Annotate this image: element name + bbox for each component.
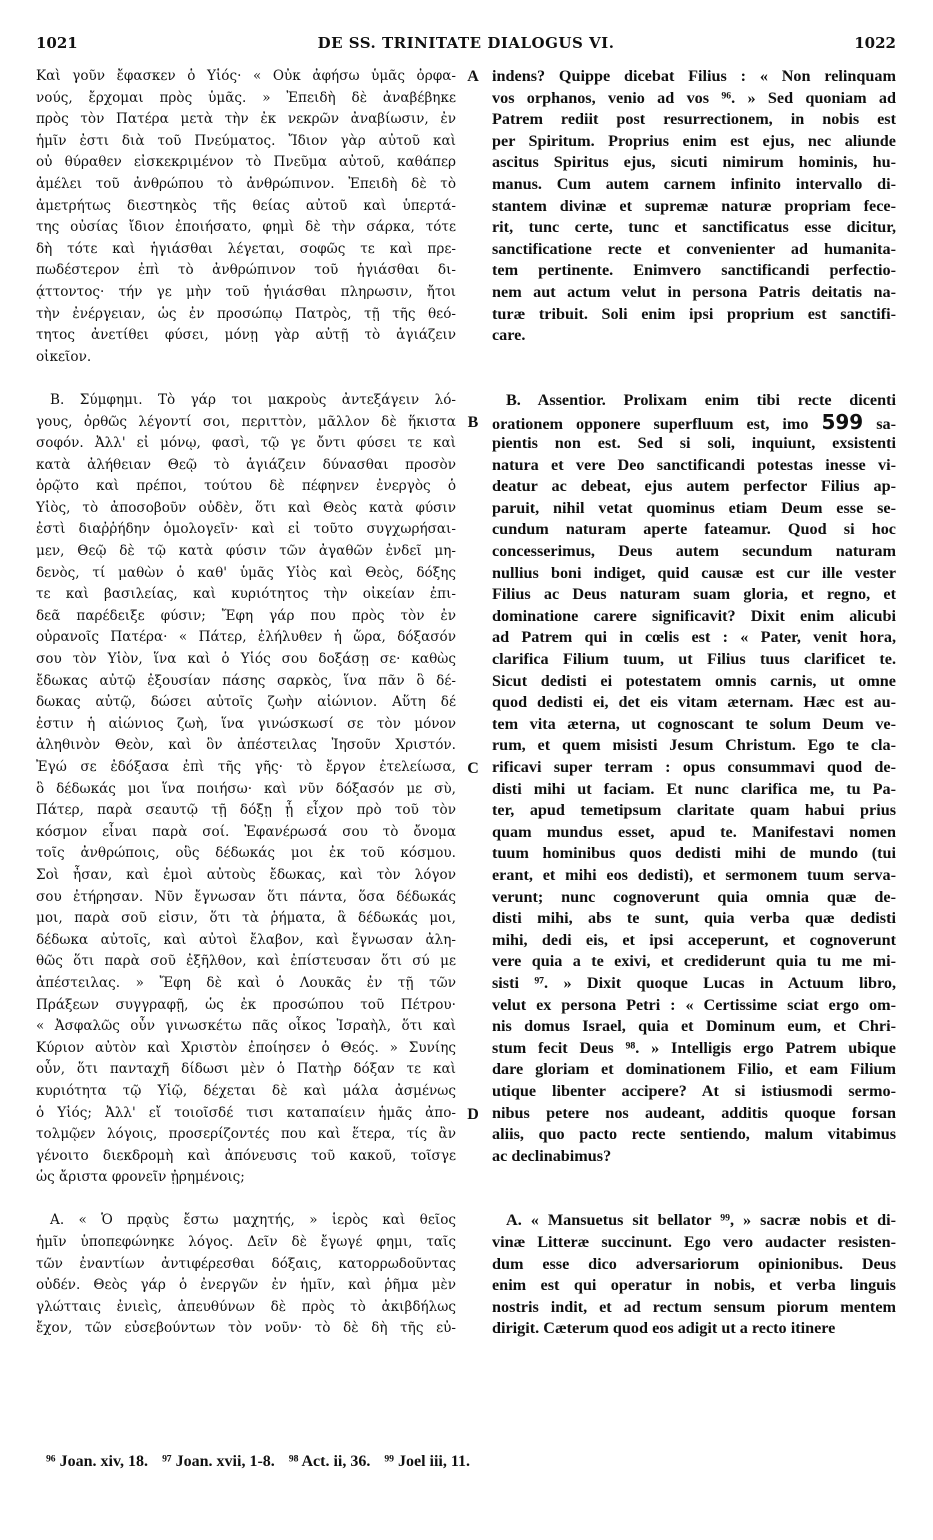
page-header (36, 34, 896, 58)
latin-column (492, 66, 896, 1340)
latin-text-line: stantem divinæ et supremæ naturæ propriam fece- (492, 196, 896, 215)
latin-text-line: manus. Cum autem carnem infinito intervallo di- (492, 174, 896, 193)
greek-text-line: πρὸς τὸν Πατέρα μετὰ τὴν ἐκ νεκρῶν ἀναβίωσιν, ἐν (36, 111, 456, 128)
latin-text-line: per Spiritum. Proprius enim est ejus, nec aliunde (492, 131, 896, 150)
greek-text-line: Α. « Ὁ πρᾳὺς ἔστω μαχητής, » ἱερὸς καὶ θεῖος (50, 1212, 456, 1229)
greek-text-line: ἀπέστειλας. » Ἔφη δὲ καὶ ὁ Λουκᾶς ἐν τῇ τῶν (36, 974, 456, 991)
greek-text-gap (36, 1189, 456, 1211)
greek-text-line: σοφόν. Ἀλλ' εἰ μόνῳ, φασὶ, τῷ γε ὄντι φύσει τε καὶ (36, 435, 456, 452)
latin-text-line: pientis non est. Sed si soli, inquiunt, exsistenti (492, 434, 896, 453)
greek-text-line: ὃ δέδωκάς μοι ἵνα ποιήσω· καὶ νῦν δόξασόν με σὺ, (36, 780, 456, 797)
latin-text-line: disti mihi, abs te sunt, quia verba quæ dedisti (492, 909, 896, 928)
latin-text-gap (492, 1189, 896, 1211)
greek-text-line: Πάτερ, παρὰ σεαυτῷ τῇ δόξῃ ᾗ εἶχον πρὸ τοῦ τὸν (36, 802, 456, 819)
greek-text-line: μεν, Θεῷ δὲ τῷ κατὰ φύσιν τῶν ἀγαθῶν ἐνδεῖ μη- (36, 543, 456, 560)
latin-text-line: tuum hominibus quos dedisti mihi de mundo (tui (492, 844, 896, 863)
footnotes (46, 1453, 886, 1477)
latin-text-line: ascitus Spiritus ejus, sicuti nimirum hominis, hu- (492, 153, 896, 172)
page-number-left: 1021 (36, 34, 78, 52)
greek-text-line: πωδέστερον ἐπὶ τὸ ἀνθρώπινον τοῦ ἡγιάσθαι δι- (36, 262, 456, 279)
greek-text-gap (36, 368, 456, 390)
latin-text-line: indens? Quippe dicebat Filius : « Non relinquam (492, 67, 896, 85)
greek-text-line: Σοὶ ἦσαν, καὶ ἐμοὶ αὐτοὺς ἔδωκας, καὶ τὸν λόγον (36, 866, 456, 883)
greek-text-line: ἡμῖν ἐστι διὰ τοῦ Πνεύματος. Ἴδιον γὰρ αὐτοῦ καὶ (36, 132, 456, 149)
greek-text-line: γους, ὀρθῶς λέγοντί σοι, περιττὸν, μᾶλλον δὲ ἥκιστα (36, 413, 456, 430)
latin-text-line: tem pertinente. Enimvero sanctificandi perfectio- (492, 261, 896, 280)
greek-text-line: ἀμετρήτως διεστηκὸς τῆς θείας αὐτοῦ καὶ ὑπερτά- (36, 197, 456, 214)
greek-column (36, 66, 456, 1340)
latin-text-line: deatur ac debeat, ejus autem perfector Filius ap- (492, 477, 896, 496)
greek-text-line: Καὶ γοῦν ἔφασκεν ὁ Υἱός· « Οὐκ ἀφήσω ὑμᾶς ὀρφα- (36, 68, 456, 84)
greek-text-line: « Ἀσφαλῶς οὖν γινωσκέτω πᾶς οἶκος Ἰσραὴλ, ὅτι καὶ (36, 1018, 456, 1035)
latin-text-line: mihi, dedi eis, et ipsi acceperunt, et cognoverunt (492, 930, 896, 949)
latin-text-line: dare gloriam et dominationem Filio, et eam Filium (492, 1060, 896, 1079)
greek-text-line: δὴ τότε καὶ ἡγιάσθαι λέγεται, σοφῶς τε καὶ πρε- (36, 240, 456, 257)
latin-text-line: dirigit. Cæterum quod eos adigit ut a recto itinere (492, 1319, 836, 1338)
latin-text-gap (492, 1167, 896, 1189)
latin-text-gap (492, 347, 896, 369)
latin-text-line: quam mundus esset, apud te. Manifestavi nomen (492, 822, 896, 841)
greek-text-line: τολμῷεν λόγοις, προσερίζοντές που καὶ ἕτερα, τίς ἂν (36, 1126, 456, 1143)
latin-text-line: concesserimus, Deus autem secundum naturam (492, 542, 896, 561)
latin-text-line: nibus petere nos audeant, additis quoque forsan (492, 1103, 896, 1122)
latin-text-line: aliis, quo pacto recte sentiendo, malum vitabimus (492, 1125, 896, 1144)
latin-text-line: vinæ Litteræ succinunt. Ego vero audacter resisten- (492, 1233, 896, 1252)
latin-text-line: paruit, nihil vetat quominus etiam Deum esse se- (492, 498, 896, 517)
column-number: 599 (821, 411, 864, 434)
greek-text-line: Πράξεων συγγραφῇ, ὡς ἐκ προσώπου τοῦ Πέτρου· (36, 996, 456, 1013)
greek-text-line: Β. Σύμφημι. Τὸ γάρ τοι μακροὺς ἀντεξάγειν λό- (50, 391, 456, 408)
latin-text-line: erant, et mihi eos dedisti), et sermonem tuum serva- (492, 865, 896, 884)
greek-text-line: τῶν ἐναντίων ἀντιφέρεσθαι δόξαις, κατορρωδοῦντας (36, 1255, 456, 1272)
latin-text-line: vos orphanos, venio ad vos ⁹⁶. » Sed quoniam ad (492, 88, 896, 107)
margin-letter-d: D (467, 1106, 479, 1123)
greek-text-line: μοι, παρὰ σοῦ εἰσιν, ὅτι τὰ ῥήματα, ἃ δέδωκάς μοι, (36, 910, 456, 927)
greek-text-line: σου ἐτήρησαν. Νῦν ἔγνωσαν ὅτι πάντα, ὅσα δέδωκάς (36, 888, 456, 905)
greek-text-line: οὐρανοῖς Πατέρα· « Πάτερ, ἐλήλυθεν ἡ ὥρα, δόξασόν (36, 629, 456, 646)
latin-text-line: enim est qui operatur in nobis, et verba linguis (492, 1276, 896, 1295)
footnote: ⁹⁹ Joel iii, 11. (384, 1453, 470, 1470)
latin-text-line: rum, et quem misisti Jesum Christum. Ego te cla- (492, 736, 896, 755)
greek-text-line: κατὰ ἀλήθειαν Θεῷ τὸ ἁγιάζειν δύνασθαι προσὸν (36, 456, 456, 473)
greek-text-line: Υἱὸς, τὸ ἀποσοβοῦν οὐδὲν, ὅτι καὶ Θεὸς κατὰ φύσιν (36, 499, 456, 516)
latin-text-line: orationem opponere superfluum est, imo 599 sa- (492, 411, 896, 434)
greek-text-line: της οὐσίας ἴδιον ἐποιήσατο, φημὶ δὲ τὴν σάρκα, τότε (36, 219, 456, 236)
latin-text-line: utique libenter accipere? At si istiusmodi sermo- (492, 1081, 896, 1100)
latin-text-line: cundum naturam aperte fateamur. Quod si hoc (492, 520, 896, 539)
latin-text-line: ad Patrem qui in cœlis est : « Pater, venit hora, (492, 628, 896, 647)
greek-text-line: ἀμέλει τοῦ ἀνθρώπου τὸ ἀνθρώπινον. Ἐπειδὴ δὲ τὸ (36, 175, 456, 192)
greek-text-line: κυριότητα τῷ Υἱῷ, δέχεται δὲ καὶ μάλα ἀσμένως (36, 1082, 456, 1099)
latin-text-line: stum fecit Deus ⁹⁸. » Intelligis ergo Patrem ubique (492, 1038, 896, 1057)
greek-text-line: ἐστιν ἡ αἰώνιος ζωὴ, ἵνα γινώσκωσί σε τὸν μόνον (36, 715, 456, 732)
latin-text-line: dum esse dico adversariorum opinionibus. Deus (492, 1254, 896, 1273)
greek-text-line: ἔδωκας αὐτῷ ἐξουσίαν πάσης σαρκὸς, ἵνα πᾶν ὃ δέ- (36, 672, 456, 689)
greek-text-line: Ἐγώ σε ἐδόξασα ἐπὶ τῆς γῆς· τὸ ἔργον ἐτελείωσα, (36, 759, 456, 775)
latin-text-line: velut ex persona Petri : « Certissime sciat ergo om- (492, 995, 896, 1014)
latin-text-line: clarifica Filium tuum, ut Filius tuus clarificet te. (492, 650, 896, 669)
greek-text-line: ὁ Υἱός; Ἀλλ' εἴ τοιοῖσδέ τισι καταπαίειν ἡμᾶς ἀπο- (36, 1104, 456, 1121)
latin-text-line: care. (492, 326, 526, 345)
page-number-right: 1022 (854, 34, 896, 52)
latin-text-line: ac declinabimus? (492, 1146, 612, 1165)
greek-text-line: οὐ θύραθεν εἰσκεκριμένον τὸ Πνεῦμα αὐτοῦ, καθάπερ (36, 154, 456, 171)
latin-text-line: dominatione carere significavit? Dixit enim alicubi (492, 606, 896, 625)
greek-text-line: τε καὶ βασιλείας, καὶ κυριότητος τὴν οἰκείαν ἐπι- (36, 586, 456, 603)
greek-text-line: ὡς ἄριστα φρονεῖν ᾐρημένοις; (36, 1169, 245, 1186)
greek-text-line: δωκας αὐτῷ, δώσει αὐτοῖς ζωὴν αἰώνιον. Αὕτη δέ (36, 694, 456, 711)
greek-text-line: γλώτταις ἐνιεὶς, ἀπευθύνων δὲ πρὸς τὸ ἀκιβδήλως (36, 1298, 456, 1315)
latin-text-line: ter, apud temetipsum claritate quam habui prius (492, 801, 896, 820)
greek-text-line: τητος ἀνετίθει φύσει, μόνῃ γὰρ αὐτῇ τὸ ἁγιάζειν (36, 327, 456, 344)
greek-text-line: σου τὸν Υἱὸν, ἵνα καὶ ὁ Υἱός σου δοξάσῃ σε· καθὼς (36, 651, 456, 668)
greek-text-line: ᾴττοντος· τήν γε μὴν τοῦ ἡγιάσθαι πληρωσιν, ἤτοι (36, 283, 456, 300)
latin-text-line: sanctificatione recte et convenienter ad humanita- (492, 239, 896, 258)
latin-text-line: Filius ac Deus naturam suam gloria, et regno, et (492, 585, 896, 604)
greek-text-line: τοῖς ἀνθρώποις, οὓς δέδωκάς μοι ἐκ τοῦ κόσμου. (36, 845, 456, 862)
greek-text-line: οἰκεῖον. (36, 348, 92, 365)
latin-text-line: tem vita æterna, ut cognoscant te solum Deum ve- (492, 714, 896, 733)
latin-text-line: nem aut actum velut in persona Patris deitatis na- (492, 282, 896, 301)
greek-text-line: δέδωκα αὐτοῖς, καὶ αὐτοὶ ἔλαβον, καὶ ἔγνωσαν ἀλη- (36, 931, 456, 948)
latin-text-line: rificavi super terram : opus consummavi quod de- (492, 758, 896, 776)
greek-text-line: τὴν ἐνέργειαν, ὡς ἐν προσώπῳ Πατρὸς, τῇ τῆς θεό- (36, 305, 456, 322)
latin-text-line: nullius boni indiget, quid causæ est cur ille vester (492, 563, 896, 582)
greek-text-line: νούς, ἔρχομαι πρὸς ὑμᾶς. » Ἐπειδὴ δὲ ἀναβέβηκε (36, 89, 456, 106)
greek-text-line: γένοιτο διεκδρομὴ καὶ ἀπόνευσις τοῦ κακοῦ, τοῖσγε (36, 1147, 456, 1164)
greek-text-line: οὐδέν. Θεὸς γάρ ὁ ἐνεργῶν ἐν ἡμῖν, καὶ ῥῆμα μὲν (36, 1277, 456, 1294)
latin-text-gap (492, 368, 896, 390)
margin-letter-c: C (467, 760, 479, 777)
greek-text-line: ὁρῷτο καὶ πρέποι, τούτου δὲ πέφηνεν ἐνεργὸς ὁ (36, 478, 456, 495)
latin-text-line: verunt; nunc cognoverunt quia omnia quæ de- (492, 887, 896, 906)
latin-text-line: nostris indit, et ad rectum sensum piorum mentem (492, 1297, 896, 1316)
footnote: ⁹⁷ Joan. xvii, 1-8. (162, 1453, 275, 1470)
latin-text-line: quod dedisti ei, det eis vitam æternam. Hæc est au- (492, 693, 896, 712)
footnote: ⁹⁶ Joan. xiv, 18. (46, 1453, 149, 1470)
latin-text-line: nis domus Israel, quia et Dominum eum, et Chri- (492, 1017, 896, 1036)
latin-text-line: vere quia a te exivi, et crediderunt quia tu me mi- (492, 952, 896, 971)
margin-letter-b: B (467, 414, 479, 431)
greek-text-line: δενὸς, τί μαθὼν ὁ καθ' ὑμᾶς Υἱὸς καὶ Θεὸς, δόξης (36, 564, 456, 581)
greek-text-line: ἀληθινὸν Θεὸν, καὶ ὃν ἀπέστειλας Ἰησοῦν Χριστόν. (36, 737, 456, 754)
latin-text-line: Sicut dedisti ei potestatem omnis carnis, ut omne (492, 671, 896, 690)
latin-text-line: Patrem rediit post resurrectionem, in nobis est (492, 110, 896, 129)
greek-text-line: οὖν, ὅτι πανταχῆ δίδωσι μὲν ὁ Πατὴρ δόξαν τε καὶ (36, 1061, 456, 1078)
footnote: ⁹⁸ Act. ii, 36. (288, 1453, 371, 1470)
greek-text-line: θῶς ὅτι παρὰ σοῦ ἐξῆλθον, καὶ ἐπίστευσαν ὅτι σύ με (36, 953, 456, 970)
running-title: DE SS. TRINITATE DIALOGUS VI. (317, 34, 615, 52)
latin-text-line: sisti ⁹⁷. » Dixit quoque Lucas in Actuum libro, (492, 973, 896, 992)
greek-text-line: Κύριον αὐτὸν καὶ Χριστὸν ἐποίησεν ὁ Θεός. » Συνίης (36, 1039, 456, 1056)
latin-text-line: natura et vere Deo sanctificandi potestas inesse vi- (492, 455, 896, 474)
latin-text-line: A. « Mansuetus sit bellator ⁹⁹, » sacræ nobis et di- (506, 1211, 896, 1230)
greek-text-line: ἔχον, τῶν εὐσεβούντων τὸν νοῦν· τὸ δὲ δὴ τῆς εὐ- (36, 1320, 456, 1337)
latin-text-line: turæ tribuit. Soli enim ipsi proprium est sanctifi- (492, 304, 896, 323)
greek-text-line: ἐστὶ διαῤῥήδην ὁμολογεῖν· καὶ εἰ τοῦτο συγχωρήσαι- (36, 521, 456, 538)
latin-text-line: B. Assentior. Prolixam enim tibi recte dicenti (506, 390, 896, 409)
latin-text-line: disti mihi ut faciam. Et nunc clarifica me, tu Pa- (492, 779, 896, 798)
greek-text-line: ἡμῖν ὑποπεφώνηκε λόγος. Δεῖν δὲ ἔγωγέ φημι, ταῖς (36, 1234, 456, 1251)
latin-text-line: rit, tunc certe, tunc et sanctificatus esse dicitur, (492, 218, 896, 237)
greek-text-line: κόσμον εἶναι παρὰ σοί. Ἐφανέρωσά σου τὸ ὄνομα (36, 823, 456, 840)
greek-text-line: δεᾶ παρέδειξε φύσιν; Ἔφη γάρ που πρὸς τὸν ἐν (36, 607, 456, 624)
margin-letter-a: A (467, 68, 479, 85)
